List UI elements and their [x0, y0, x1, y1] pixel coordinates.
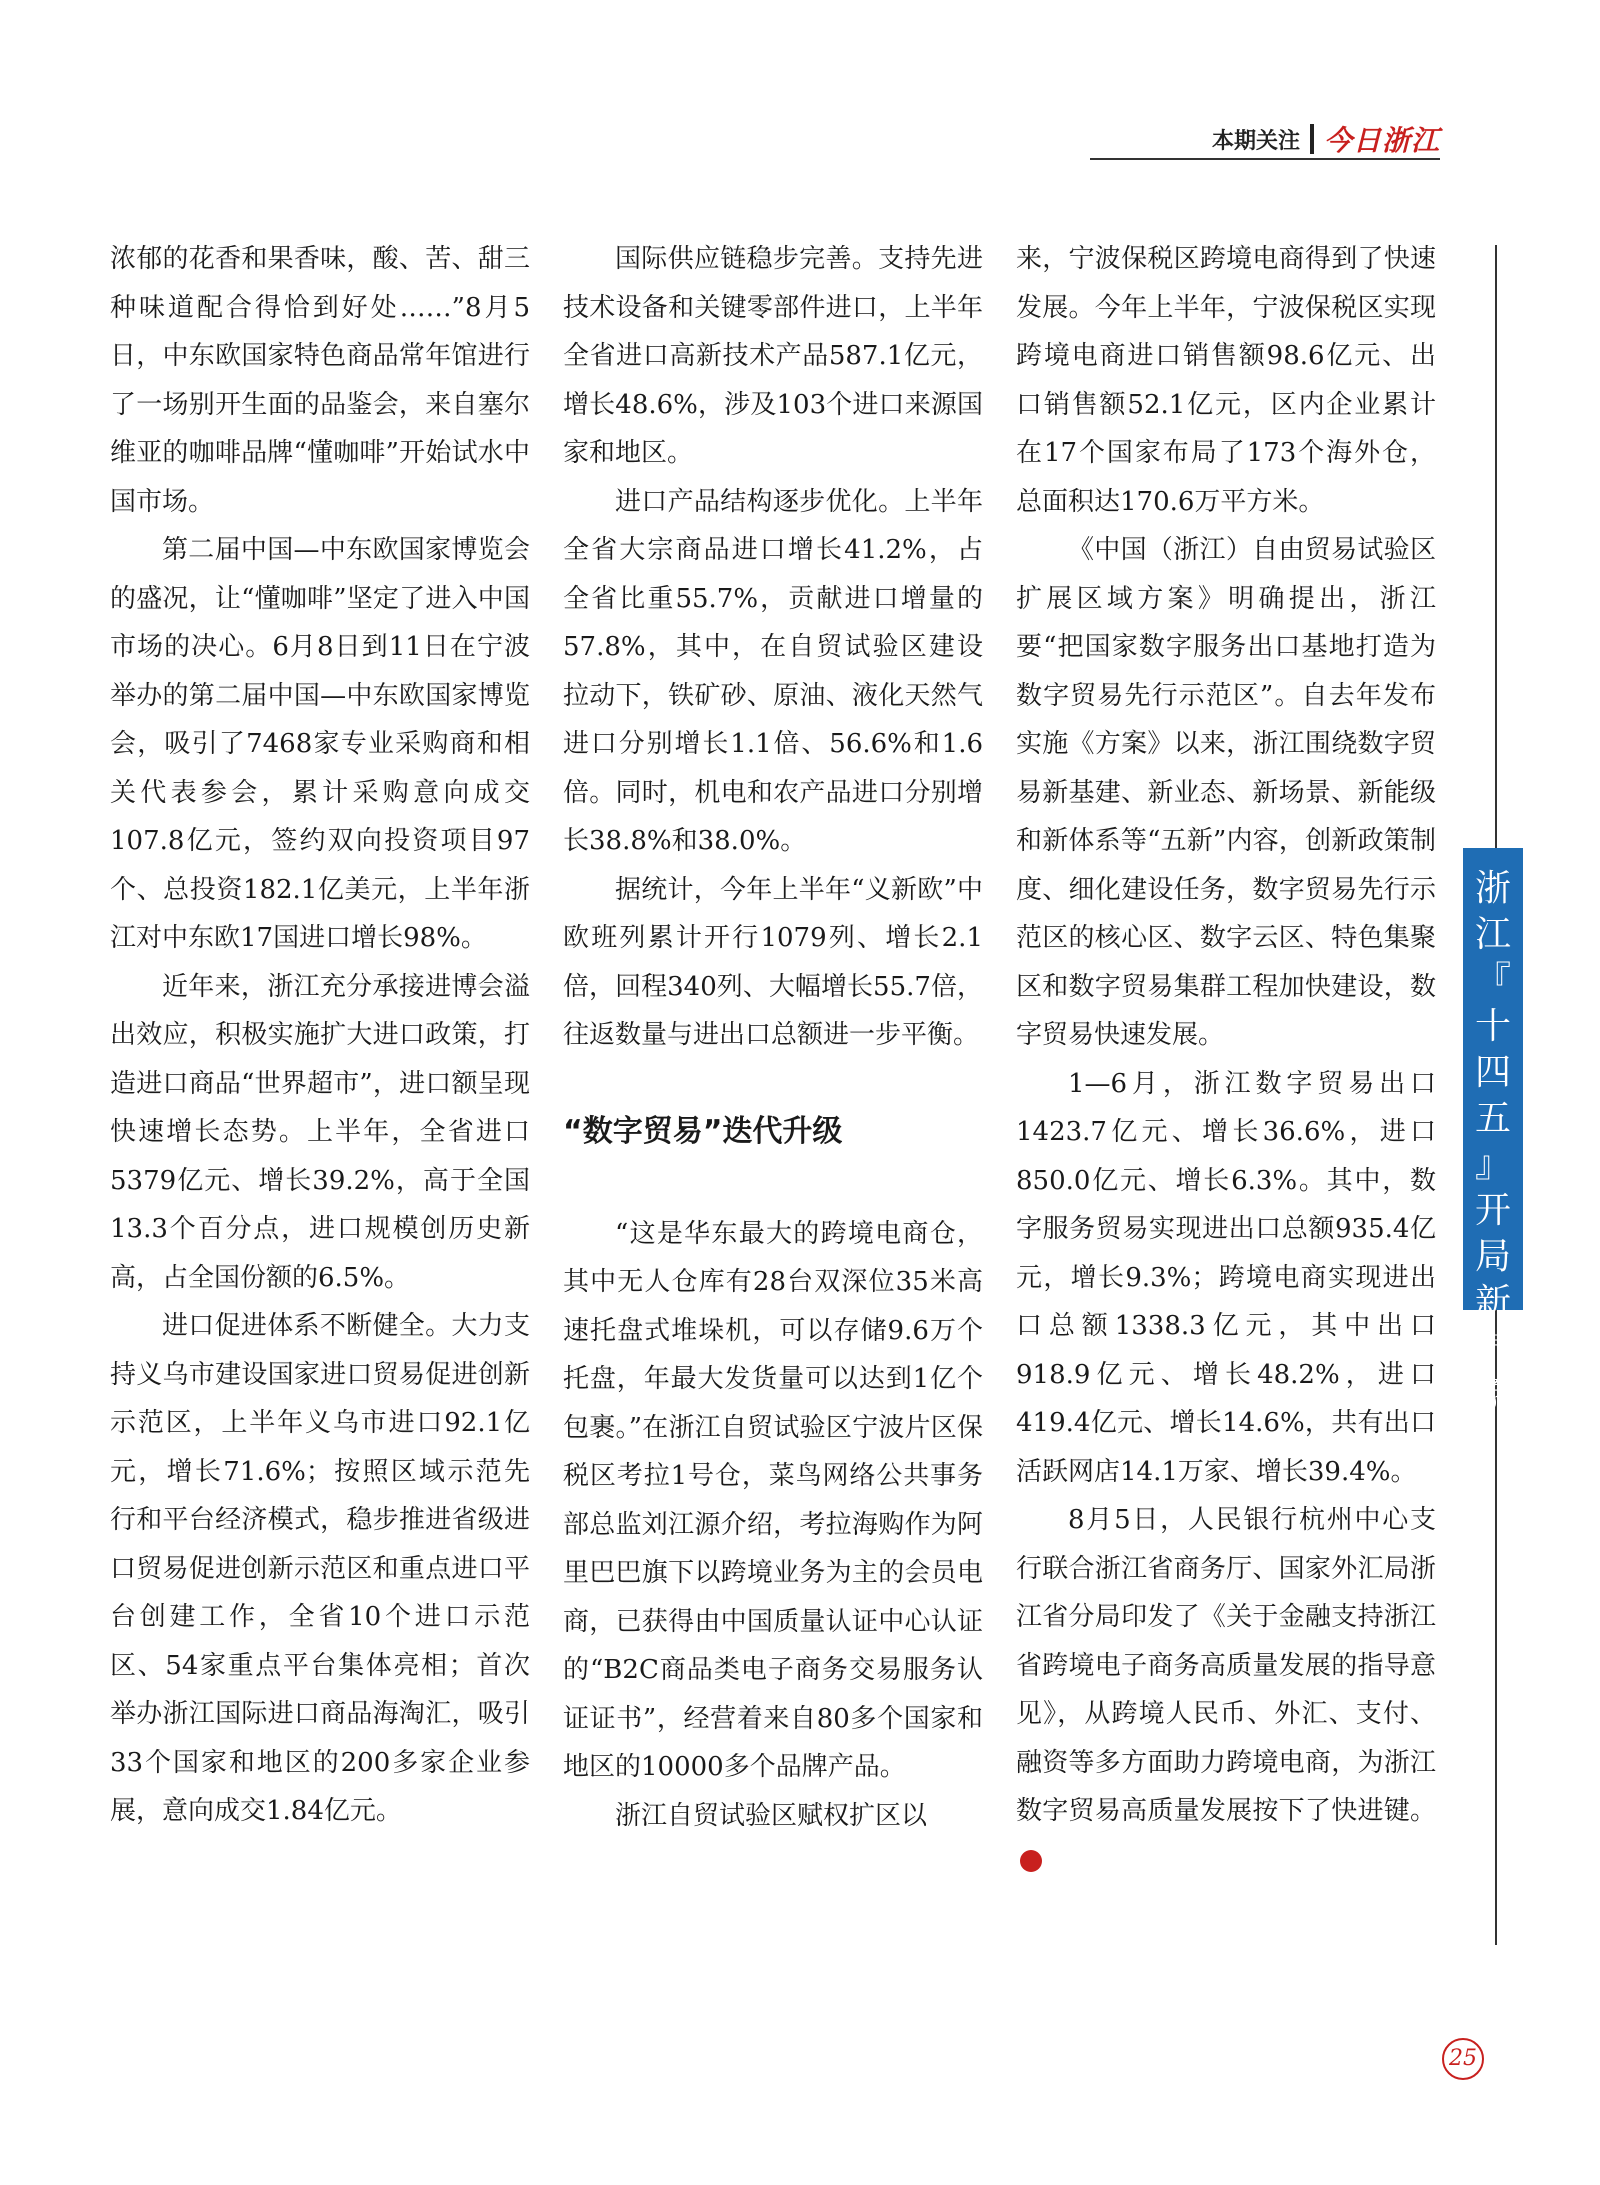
paragraph: 浙江自贸试验区赋权扩区以 [615, 1800, 928, 1831]
article-column-3 [1016, 235, 1436, 1884]
paragraph: 据统计，今年上半年“义新欧”中欧班列累计开行1079列、增长2.1倍，回程340列、大幅增长55.7倍，往返数量与进出口总额进一步平衡。 [563, 874, 983, 1050]
paragraph: 第二届中国—中东欧国家博览会的盛况，让“懂咖啡”坚定了进入中国市场的决心。6月8日到11日在宁波举办的第二届中国—中东欧国家博览会，吸引了7468家专业采购商和相关代表参会，累计采购意向成交107.8亿元，签约双向投资项目97个、总投资182.1亿美元，上半年浙江对中东欧17国进口增长98%。 [110, 535, 530, 953]
paragraph: 1—6月，浙江数字贸易出口1423.7亿元、增长36.6%，进口850.0亿元、增长6.3%。其中，数字服务贸易实现进出口总额935.4亿元，增长9.3%；跨境电商实现进出口总额1338.3亿元，其中出口918.9亿元、增长48.2%，进口419.4亿元、增长14.6%，共有出口活跃网店14.1万家、增长39.4%。 [1016, 1068, 1436, 1487]
page-number: 25 [1442, 2038, 1484, 2080]
paragraph: 国际供应链稳步完善。支持先进技术设备和关键零部件进口，上半年全省进口高新技术产品587.1亿元，增长48.6%，涉及103个进口来源国家和地区。 [563, 244, 983, 468]
article-column-2 [563, 235, 983, 1840]
tab-char: 四 [1474, 1052, 1511, 1093]
tab-char: 开 [1474, 1190, 1511, 1231]
header-divider [1310, 124, 1314, 154]
tab-char: 江 [1474, 914, 1511, 955]
tab-char: 十 [1474, 1006, 1511, 1047]
tab-char: 』 [1474, 1144, 1511, 1185]
paragraph: 浓郁的花香和果香味，酸、苦、甜三种味道配合得恰到好处……”8月5日，中东欧国家特色商品常年馆进行了一场别开生面的品鉴会，来自塞尔维亚的咖啡品牌“懂咖啡”开始试水中国市场。 [110, 244, 530, 517]
paragraph: 进口产品结构逐步优化。上半年全省大宗商品进口增长41.2%，占全省比重55.7%，贡献进口增量的57.8%，其中，在自贸试验区建设拉动下，铁矿砂、原油、液化天然气进口分别增长1.1倍、56.6%和1.6倍。同时，机电和农产品进口分别增长38.8%和38.0%。 [563, 486, 983, 856]
section-label: 本期关注 [1211, 128, 1300, 154]
magazine-logo: 今日浙江 [1323, 124, 1440, 157]
paragraph [1016, 1496, 1436, 1884]
page-header [1212, 118, 1440, 160]
paragraph: 来，宁波保税区跨境电商得到了快速发展。今年上半年，宁波保税区实现跨境电商进口销售额98.6亿元、出口销售额52.1亿元，区内企业累计在17个国家布局了173个海外仓，总面积达170.6万平方米。 [1016, 244, 1436, 517]
tab-char: 新 [1474, 1282, 1511, 1323]
tab-char: 象 [1474, 1374, 1511, 1415]
section-subheading: “数字贸易”迭代升级 [563, 1113, 843, 1149]
tab-char: 气 [1474, 1328, 1511, 1369]
tab-char: 『 [1474, 960, 1511, 1001]
side-section-tab [1463, 848, 1523, 1415]
paragraph: “这是华东最大的跨境电商仓，其中无人仓库有28台双深位35米高速托盘式堆垛机，可以存储9.6万个托盘，年最大发货量可以达到1亿个包裹。”在浙江自贸试验区宁波片区保税区考拉1号仓，菜鸟网络公共事务部总监刘江源介绍，考拉海购作为阿里巴巴旗下以跨境业务为主的会员电商，已获得由中国质量认证中心认证的“B2C商品类电子商务交易服务认证证书”，经营着来自80多个国家和地区的10000多个品牌产品。 [563, 1218, 983, 1782]
article-end-icon: 今 [1020, 1850, 1042, 1872]
paragraph-text: 8月5日，人民银行杭州中心支行联合浙江省商务厅、国家外汇局浙江省分局印发了《关于金融支持浙江省跨境电子商务高质量发展的指导意见》，从跨境人民币、外汇、支付、融资等多方面助力跨境电商，为浙江数字贸易高质量发展按下了快进键。 [1016, 1505, 1436, 1826]
paragraph: 近年来，浙江充分承接进博会溢出效应，积极实施扩大进口政策，打造进口商品“世界超市”，进口额呈现快速增长态势。上半年，全省进口5379亿元、增长39.2%，高于全国13.3个百分点，进口规模创历史新高，占全国份额的6.5%。 [110, 971, 530, 1293]
paragraph: 进口促进体系不断健全。大力支持义乌市建设国家进口贸易促进创新示范区，上半年义乌市进口92.1亿元，增长71.6%；按照区域示范先行和平台经济模式，稳步推进省级进口贸易促进创新示范区和重点进口平台创建工作，全省10个进口示范区、54家重点平台集体亮相；首次举办浙江国际进口商品海淘汇，吸引33个国家和地区的200多家企业参展，意向成交1.84亿元。 [110, 1311, 530, 1826]
paragraph: 《中国（浙江）自由贸易试验区扩展区域方案》明确提出，浙江要“把国家数字服务出口基地打造为数字贸易先行示范区”。自去年发布实施《方案》以来，浙江围绕数字贸易新基建、新业态、新场景、新能级和新体系等“五新”内容，创新政策制度、细化建设任务，数字贸易先行示范区的核心区、数字云区、特色集聚区和数字贸易集群工程加快建设，数字贸易快速发展。 [1016, 535, 1436, 1050]
article-column-1 [110, 235, 530, 1836]
tab-char: 浙 [1474, 868, 1511, 909]
header-rule [1090, 158, 1440, 160]
tab-char: 五 [1474, 1098, 1511, 1139]
tab-char: 局 [1474, 1236, 1511, 1277]
